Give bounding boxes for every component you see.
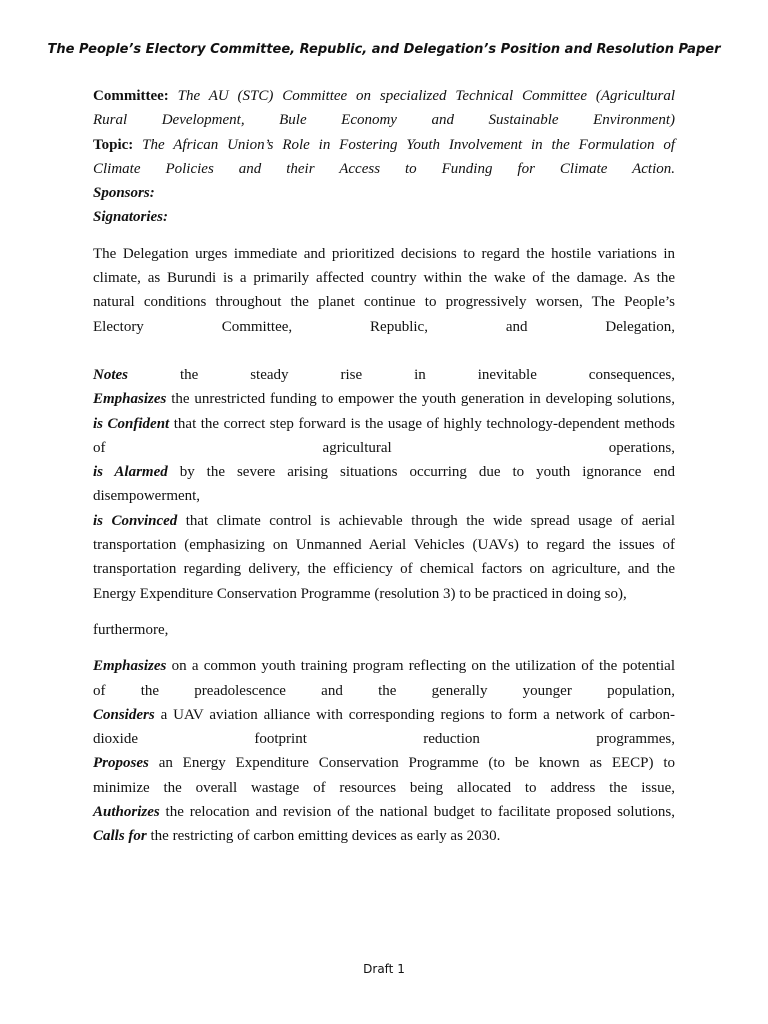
clause-keyword: Considers [93, 706, 155, 723]
spacer [93, 642, 675, 654]
clause-convinced-cont-2: transportation regarding delivery, the efficiency of chemical factors on agriculture, and the [93, 561, 675, 578]
topic-line-2: Climate Policies and their Access to Funding for Climate Action. [93, 160, 675, 177]
intro-line-1: The Delegation urges immediate and prioritized decisions to regard the hostile variations in [93, 245, 675, 262]
clause-convinced-cont-1: transportation (emphasizing on Unmanned Aerial Vehicles (UAVs) to regard the issues of [93, 537, 675, 554]
spacer [93, 230, 675, 242]
clause-notes [93, 363, 675, 387]
clause-keyword: Calls for [93, 828, 147, 845]
clause-convinced [93, 509, 675, 533]
clause-text: on a common youth training program reflecting on the utilization of the potential [171, 658, 675, 675]
op-proposes [93, 751, 675, 775]
op-considers-cont: dioxide footprint reduction programmes, [93, 731, 675, 748]
committee-text-1: The AU (STC) Committee on specialized Technical Committee (Agricultural [177, 88, 675, 104]
clause-text: by the severe arising situations occurring due to youth ignorance end [179, 464, 676, 481]
clause-confident [93, 412, 675, 436]
op-proposes-cont: minimize the overall wastage of resources being allocated to address the issue, [93, 779, 675, 796]
document-body [93, 84, 675, 849]
clause-emphasizes [93, 387, 675, 411]
clause-keyword: Notes [93, 366, 128, 383]
clause-text: the unrestricted funding to empower the youth generation in developing solutions, [171, 391, 676, 408]
page-header: The People’s Electory Committee, Republic, and Delegation’s Position and Resolution Paper [47, 42, 721, 57]
clause-text: that climate control is achievable through the wide spread usage of aerial [185, 512, 676, 529]
op-emphasizes [93, 654, 675, 678]
clause-keyword: Emphasizes [93, 391, 167, 408]
clause-confident-cont: of agricultural operations, [93, 439, 675, 456]
op-considers [93, 703, 675, 727]
clause-alarmed [93, 460, 675, 484]
clause-keyword: Emphasizes [93, 658, 167, 675]
clause-keyword: is Confident [93, 415, 170, 432]
committee-line-1 [93, 84, 675, 108]
spacer [93, 606, 675, 618]
page-footer: Draft 1 [363, 962, 405, 976]
op-calls-for [93, 824, 675, 848]
clause-convinced-cont-3: Energy Expenditure Conservation Programme (resolution 3) to be practiced in doing so), [93, 585, 627, 602]
topic-line-1 [93, 133, 675, 157]
clause-text: an Energy Expenditure Conservation Programme (to be known as EECP) to [158, 755, 676, 772]
clause-text: that the correct step forward is the usage of highly technology-dependent methods [173, 415, 676, 432]
topic-text-1: The African Union’s Role in Fostering Youth Involvement in the Formulation of [142, 136, 676, 153]
clause-keyword: is Alarmed [93, 464, 168, 481]
clause-alarmed-cont: disempowerment, [93, 488, 201, 505]
signatories-label: Signatories: [93, 209, 169, 226]
spacer [93, 339, 675, 363]
clause-text: the relocation and revision of the national budget to facilitate proposed solutions, [165, 804, 676, 821]
clause-text: the steady rise in inevitable consequences, [179, 366, 676, 383]
furthermore-text: furthermore, [93, 621, 169, 638]
committee-line-2: Rural Development, Bule Economy and Sustainable Environment) [93, 112, 675, 129]
op-authorizes [93, 800, 675, 824]
clause-keyword: Authorizes [93, 804, 160, 821]
intro-line-2: climate, as Burundi is a primarily affected country within the wake of the damage. As the [93, 270, 675, 287]
intro-line-4: Electory Committee, Republic, and Delegation, [93, 318, 675, 335]
sponsors-label: Sponsors: [93, 185, 155, 202]
clause-keyword: is Convinced [93, 512, 178, 529]
op-emphasizes-cont: of the preadolescence and the generally younger population, [93, 682, 675, 699]
intro-line-3: natural conditions throughout the planet continue to progressively worsen, The People’s [93, 294, 675, 311]
clause-text: the restricting of carbon emitting devices as early as 2030. [150, 828, 501, 845]
committee-label: Committee: [93, 88, 169, 104]
clause-keyword: Proposes [93, 755, 149, 772]
clause-text: a UAV aviation alliance with corresponding regions to form a network of carbon- [160, 706, 676, 723]
topic-label: Topic: [93, 136, 134, 153]
